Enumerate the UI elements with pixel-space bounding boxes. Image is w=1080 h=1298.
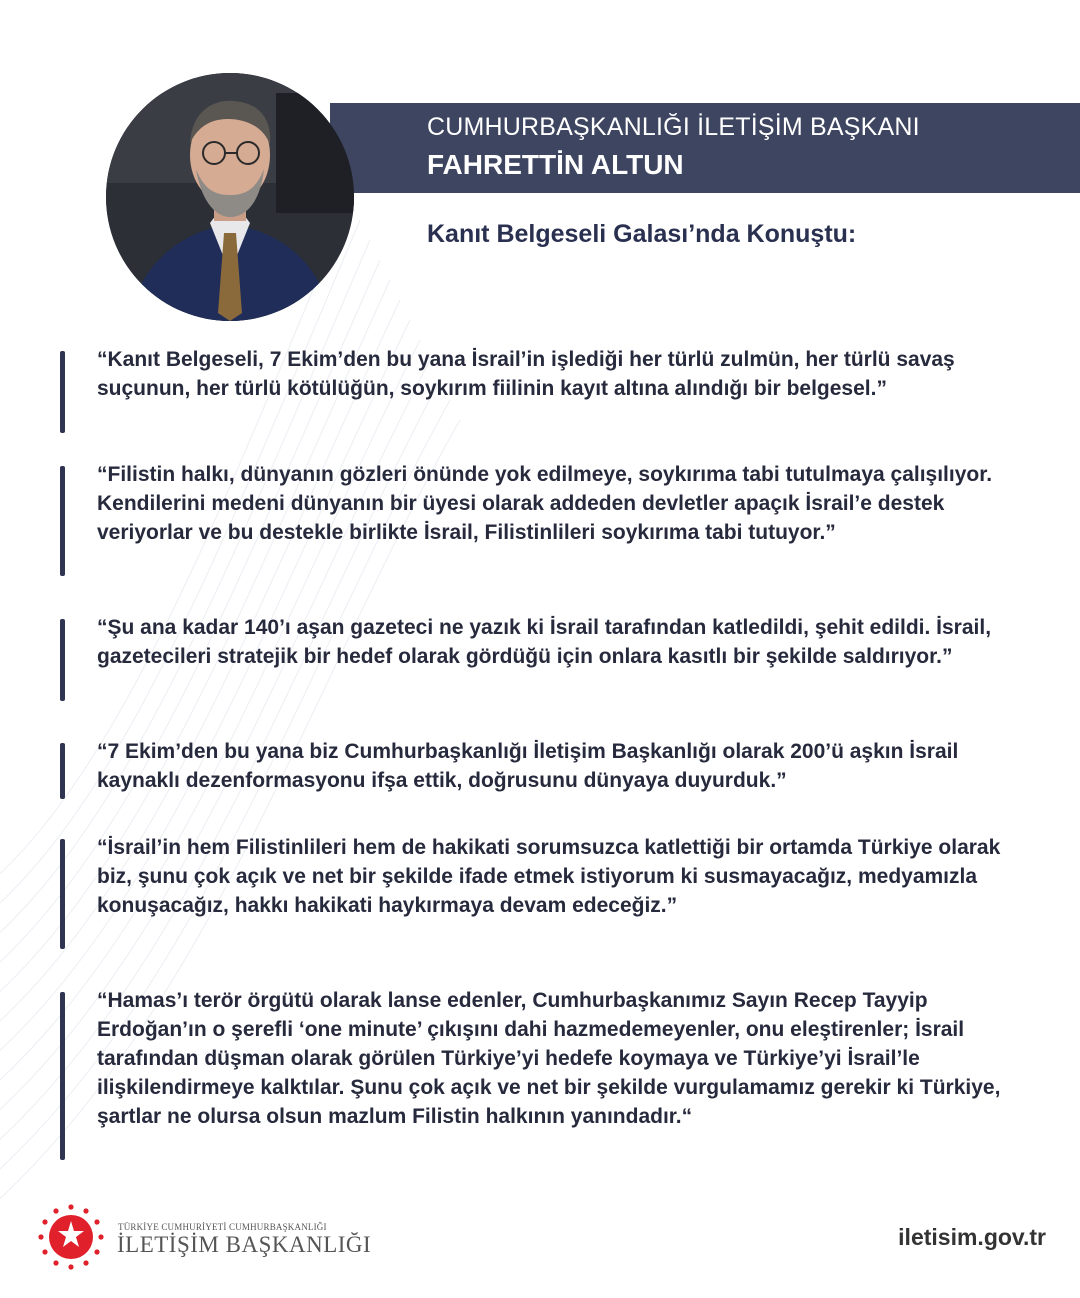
avatar: [106, 73, 354, 321]
quote-1: [60, 345, 1040, 403]
quote-text: “Hamas’ı terör örgütü olarak lanse edenler, Cumhurbaşkanımız Sayın Recep Tayyip Erdoğan’ın o şerefli ‘one minute’ çıkışını dahi hazmedemeyenler, onu eleştirenler; İsrail tarafından düşman olarak görülen Türkiye’yi hedefe koymaya ve Türkiye’yi İsrail’le ilişkilendirmeye kalktılar. Şunu çok açık ve net bir şekilde vurgulamamız gerekir ki Türkiye, şartlar ne olursa olsun mazlum Filistin halkının yanındadır.“: [97, 989, 1001, 1128]
quote-text: “Filistin halkı, dünyanın gözleri önünde yok edilmeye, soykırıma tabi tutulmaya çalışılıyor. Kendilerini medeni dünyanın bir üyesi olarak addeden devletler apaçık İsrail’e destek veriyorlar ve bu destekle birlikte İsrail, Filistinlileri soykırıma tabi tutuyor.”: [97, 463, 993, 544]
footer-url-link[interactable]: iletisim.gov.tr: [898, 1224, 1046, 1250]
quote-accent-bar: [60, 992, 65, 1160]
quote-accent-bar: [60, 839, 65, 949]
quote-text: “Şu ana kadar 140’ı aşan gazeteci ne yazık ki İsrail tarafından katledildi, şehit edildi. İsrail, gazetecileri stratejik bir hedef olarak gördüğü için onlara kasıtlı bir şekilde saldırıyor.”: [97, 616, 992, 668]
quote-3: [60, 613, 1040, 671]
portrait-image: [106, 73, 354, 321]
header-role: CUMHURBAŞKANLIĞI İLETİŞİM BAŞKANI: [427, 113, 920, 141]
quote-accent-bar: [60, 466, 65, 576]
quote-accent-bar: [60, 351, 65, 433]
quote-accent-bar: [60, 743, 65, 799]
quote-accent-bar: [60, 619, 65, 701]
page-subtitle: Kanıt Belgeseli Galası’nda Konuştu:: [427, 220, 857, 248]
star-emblem-icon: [37, 1203, 105, 1271]
quote-text: “7 Ekim’den bu yana biz Cumhurbaşkanlığı İletişim Başkanlığı olarak 200’ü aşkın İsrail kaynaklı dezenformasyonu ifşa ettik, doğrusunu dünyaya duyurduk.”: [97, 740, 959, 792]
footer-org-name: İLETİŞİM BAŞKANLIĞI: [117, 1232, 372, 1257]
quote-text: “Kanıt Belgeseli, 7 Ekim’den bu yana İsrail’in işlediği her türlü zulmün, her türlü savaş suçunun, her türlü kötülüğün, soykırım fiilinin kayıt altına alındığı bir belgesel.”: [97, 348, 955, 400]
quote-4: [60, 737, 1040, 795]
quote-2: [60, 460, 1040, 547]
quote-text: “İsrail’in hem Filistinlileri hem de hakikati sorumsuzca katlettiği bir ortamda Türkiye olarak biz, şunu çok açık ve net bir şekilde ifade etmek istiyorum ki susmayacağız, medyamızla konuşacağız, hakkı hakikati haykırmaya devam edeceğiz.”: [97, 836, 1001, 917]
header-name: FAHRETTİN ALTUN: [427, 149, 684, 180]
quote-6: [60, 986, 1040, 1131]
quote-5: [60, 833, 1040, 920]
footer-org-small: TÜRKİYE CUMHURİYETİ CUMHURBAŞKANLIĞI: [118, 1222, 327, 1232]
